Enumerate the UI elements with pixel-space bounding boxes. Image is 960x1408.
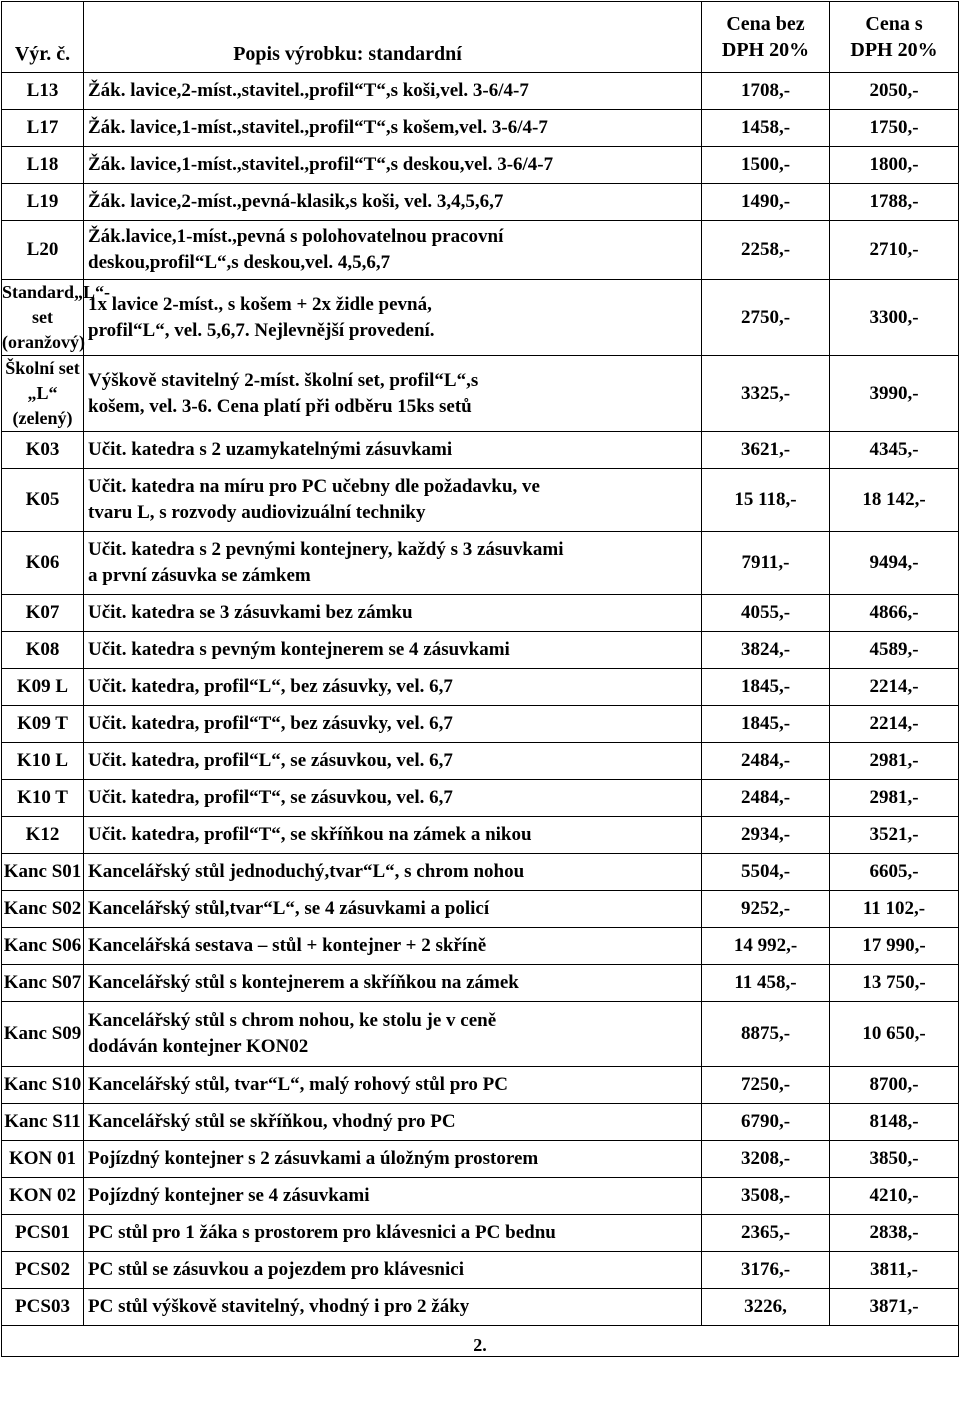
row-description (84, 595, 702, 632)
cell-line: Žák. lavice,2-míst.,pevná-klasik,s koši, vel. 3,4,5,6,7 (88, 191, 504, 212)
table-row (2, 1002, 959, 1067)
cell-line: Pojízdný kontejner se 4 zásuvkami (88, 1185, 370, 1206)
table-row (2, 595, 959, 632)
row-code: L17 (2, 110, 84, 147)
cell-line: Učit. katedra s 2 pevnými kontejnery, každý s 3 zásuvkami (88, 539, 564, 560)
row-price-net: 2934,- (702, 817, 830, 854)
table-row (2, 356, 959, 432)
row-price-gross: 2981,- (830, 743, 959, 780)
row-code: L19 (2, 184, 84, 221)
cell-line: Kancelářský stůl s kontejnerem a skříňkou na zámek (88, 972, 519, 993)
table-row (2, 110, 959, 147)
row-price-gross: 13 750,- (830, 965, 959, 1002)
table-row (2, 1215, 959, 1252)
row-description (84, 780, 702, 817)
table-row (2, 469, 959, 532)
row-code (2, 356, 84, 432)
table-row (2, 1178, 959, 1215)
row-code: Kanc S09 (2, 1002, 84, 1067)
cell-line: a první zásuvka se zámkem (88, 565, 311, 586)
table-row (2, 780, 959, 817)
row-description (84, 110, 702, 147)
row-description (84, 1289, 702, 1326)
table-row (2, 1067, 959, 1104)
row-code: Kanc S06 (2, 928, 84, 965)
row-price-net: 3208,- (702, 1141, 830, 1178)
cell-line: Žák. lavice,1-míst.,stavitel.,profil“T“,s deskou,vel. 3-6/4-7 (88, 154, 554, 175)
table-row (2, 1252, 959, 1289)
row-description (84, 221, 702, 280)
row-price-net: 3621,- (702, 432, 830, 469)
row-description (84, 965, 702, 1002)
row-description (84, 706, 702, 743)
row-code: KON 02 (2, 1178, 84, 1215)
cell-line: Školní set „L“ (5, 358, 80, 403)
row-price-gross: 8700,- (830, 1067, 959, 1104)
cell-line: Učit. katedra s pevným kontejnerem se 4 zásuvkami (88, 639, 510, 660)
cell-line: profil“L“, vel. 5,6,7. Nejlevnější provedení. (88, 319, 435, 341)
cell-line: 1x lavice 2-míst., s košem + 2x židle pevná, (88, 293, 432, 315)
cell-line: tvaru L, s rozvody audiovizuální techniky (88, 502, 426, 523)
cell-line: Učit. katedra s 2 uzamykatelnými zásuvkami (88, 439, 453, 460)
row-description (84, 469, 702, 532)
row-description (84, 854, 702, 891)
row-price-gross: 10 650,- (830, 1002, 959, 1067)
cell-line: Učit. katedra, profil“T“, se skříňkou na zámek a nikou (88, 824, 532, 845)
row-price-net: 7250,- (702, 1067, 830, 1104)
row-code: KON 01 (2, 1141, 84, 1178)
row-code (2, 280, 111, 356)
row-code: K10 T (2, 780, 84, 817)
row-price-gross: 4589,- (830, 632, 959, 669)
row-price-net: 1708,- (702, 73, 830, 110)
table-row (2, 854, 959, 891)
row-description (84, 928, 702, 965)
row-price-gross: 2214,- (830, 706, 959, 743)
row-price-gross: 2050,- (830, 73, 959, 110)
cell-line: PC stůl pro 1 žáka s prostorem pro klávesnici a PC bednu (88, 1222, 556, 1243)
table-row (2, 1141, 959, 1178)
row-description (84, 1067, 702, 1104)
cell-line: PC stůl výškově stavitelný, vhodný i pro 2 žáky (88, 1296, 470, 1317)
row-code: K10 L (2, 743, 84, 780)
row-price-net: 5504,- (702, 854, 830, 891)
row-price-net: 4055,- (702, 595, 830, 632)
cell-line: Kancelářský stůl se skříňkou, vhodný pro PC (88, 1111, 456, 1132)
row-price-gross: 3871,- (830, 1289, 959, 1326)
table-row (2, 965, 959, 1002)
row-price-gross: 9494,- (830, 532, 959, 595)
row-description (84, 1104, 702, 1141)
row-code: L18 (2, 147, 84, 184)
row-description (84, 632, 702, 669)
row-code: L20 (2, 221, 84, 280)
row-price-gross: 2838,- (830, 1215, 959, 1252)
row-description (84, 817, 702, 854)
table-row (2, 632, 959, 669)
row-price-net: 1500,- (702, 147, 830, 184)
row-code: Kanc S02 (2, 891, 84, 928)
row-description (84, 73, 702, 110)
cell-line: Kancelářský stůl jednoduchý,tvar“L“, s chrom nohou (88, 861, 525, 882)
row-price-gross: 3521,- (830, 817, 959, 854)
table-row (2, 743, 959, 780)
row-price-gross: 3850,- (830, 1141, 959, 1178)
row-price-net: 2750,- (702, 280, 830, 356)
table-row (2, 147, 959, 184)
row-code: K06 (2, 532, 84, 595)
row-price-net: 3508,- (702, 1178, 830, 1215)
row-price-net: 3176,- (702, 1252, 830, 1289)
row-price-gross: 4866,- (830, 595, 959, 632)
row-price-net: 8875,- (702, 1002, 830, 1067)
row-price-net: 2365,- (702, 1215, 830, 1252)
row-description (84, 280, 702, 356)
cell-line: Učit. katedra, profil“T“, bez zásuvky, vel. 6,7 (88, 713, 453, 734)
cell-line: PC stůl se zásuvkou a pojezdem pro klávesnici (88, 1259, 464, 1280)
cell-line: Žák. lavice,1-míst.,stavitel.,profil“T“,s košem,vel. 3-6/4-7 (88, 117, 548, 138)
table-row (2, 1104, 959, 1141)
row-price-gross: 3811,- (830, 1252, 959, 1289)
row-description (84, 891, 702, 928)
header-code: Výr. č. (2, 2, 84, 73)
row-price-gross: 1788,- (830, 184, 959, 221)
table-header (2, 2, 959, 73)
table-row (2, 280, 959, 356)
table-row (2, 184, 959, 221)
cell-line: Výškově stavitelný 2-míst. školní set, profil“L“,s (88, 369, 479, 391)
table-row (2, 1289, 959, 1326)
row-price-gross: 4345,- (830, 432, 959, 469)
row-price-gross: 11 102,- (830, 891, 959, 928)
row-price-gross: 1750,- (830, 110, 959, 147)
row-code: L13 (2, 73, 84, 110)
row-price-net: 1490,- (702, 184, 830, 221)
cell-line: Žák.lavice,1-míst.,pevná s polohovatelnou pracovní (88, 226, 504, 247)
cell-line: Učit. katedra, profil“L“, se zásuvkou, vel. 6,7 (88, 750, 453, 771)
table-row (2, 706, 959, 743)
row-price-net: 2258,- (702, 221, 830, 280)
cell-line: dodáván kontejner KON02 (88, 1036, 309, 1057)
row-price-gross: 17 990,- (830, 928, 959, 965)
row-price-gross: 2214,- (830, 669, 959, 706)
table-row (2, 73, 959, 110)
table-row (2, 532, 959, 595)
row-price-gross: 3990,- (830, 356, 959, 432)
table-row (2, 432, 959, 469)
row-price-net: 1845,- (702, 669, 830, 706)
row-price-net: 2484,- (702, 780, 830, 817)
header-price-net: Cena bez DPH 20% (702, 2, 830, 73)
header-description: Popis výrobku: standardní (84, 2, 702, 73)
page-number: 2. (2, 1326, 959, 1357)
row-description (84, 669, 702, 706)
row-code: K08 (2, 632, 84, 669)
row-code: Kanc S11 (2, 1104, 84, 1141)
cell-line: košem, vel. 3-6. Cena platí při odběru 15ks setů (88, 395, 472, 417)
row-price-gross: 4210,- (830, 1178, 959, 1215)
row-code: Kanc S01 (2, 854, 84, 891)
cell-line: Kancelářská sestava – stůl + kontejner + 2 skříně (88, 935, 487, 956)
row-price-net: 1458,- (702, 110, 830, 147)
row-description (84, 1002, 702, 1067)
cell-line: Učit. katedra, profil“L“, bez zásuvky, vel. 6,7 (88, 676, 453, 697)
row-description (84, 532, 702, 595)
row-price-net: 14 992,- (702, 928, 830, 965)
row-price-net: 11 458,- (702, 965, 830, 1002)
row-code: K03 (2, 432, 84, 469)
row-price-net: 15 118,- (702, 469, 830, 532)
row-description (84, 1178, 702, 1215)
row-code: K09 T (2, 706, 84, 743)
row-price-net: 3226, (702, 1289, 830, 1326)
table-row (2, 891, 959, 928)
row-price-net: 3325,- (702, 356, 830, 432)
row-code: K09 L (2, 669, 84, 706)
row-description (84, 184, 702, 221)
cell-line: Kancelářský stůl,tvar“L“, se 4 zásuvkami a policí (88, 898, 490, 919)
row-code: K12 (2, 817, 84, 854)
table-row (2, 221, 959, 280)
row-code: Kanc S07 (2, 965, 84, 1002)
cell-line: (zelený) (12, 408, 73, 428)
header-price-gross: Cena s DPH 20% (830, 2, 959, 73)
row-code: Kanc S10 (2, 1067, 84, 1104)
table-row (2, 669, 959, 706)
row-price-net: 3824,- (702, 632, 830, 669)
row-code: PCS01 (2, 1215, 84, 1252)
row-price-net: 9252,- (702, 891, 830, 928)
row-description (84, 1141, 702, 1178)
cell-line: Kancelářský stůl s chrom nohou, ke stolu je v ceně (88, 1010, 497, 1031)
table-body (2, 73, 959, 1357)
row-description (84, 432, 702, 469)
row-price-gross: 8148,- (830, 1104, 959, 1141)
cell-line: Pojízdný kontejner s 2 zásuvkami a úložným prostorem (88, 1148, 539, 1169)
cell-line: Učit. katedra na míru pro PC učebny dle požadavku, ve (88, 476, 540, 497)
row-description (84, 1252, 702, 1289)
row-price-gross: 2710,- (830, 221, 959, 280)
cell-line: Kancelářský stůl, tvar“L“, malý rohový stůl pro PC (88, 1074, 508, 1095)
row-code: PCS03 (2, 1289, 84, 1326)
cell-line: Učit. katedra, profil“T“, se zásuvkou, vel. 6,7 (88, 787, 453, 808)
row-price-gross: 2981,- (830, 780, 959, 817)
row-description (84, 743, 702, 780)
cell-line: Učit. katedra se 3 zásuvkami bez zámku (88, 602, 413, 623)
table-row (2, 817, 959, 854)
row-description (84, 147, 702, 184)
row-code: K05 (2, 469, 84, 532)
row-price-gross: 3300,- (830, 280, 959, 356)
row-code: K07 (2, 595, 84, 632)
row-price-net: 2484,- (702, 743, 830, 780)
row-description (84, 1215, 702, 1252)
row-price-net: 6790,- (702, 1104, 830, 1141)
row-price-gross: 1800,- (830, 147, 959, 184)
row-description (84, 356, 702, 432)
table-row (2, 928, 959, 965)
cell-line: Standard„L“-set (2, 282, 111, 327)
price-table (1, 1, 959, 1357)
row-price-net: 1845,- (702, 706, 830, 743)
footer-row (2, 1326, 959, 1357)
cell-line: (oranžový) (2, 332, 85, 352)
row-price-gross: 18 142,- (830, 469, 959, 532)
row-code: PCS02 (2, 1252, 84, 1289)
cell-line: deskou,profil“L“,s deskou,vel. 4,5,6,7 (88, 252, 391, 273)
row-price-net: 7911,- (702, 532, 830, 595)
row-price-gross: 6605,- (830, 854, 959, 891)
cell-line: Žák. lavice,2-míst.,stavitel.,profil“T“,s koši,vel. 3-6/4-7 (88, 80, 529, 101)
